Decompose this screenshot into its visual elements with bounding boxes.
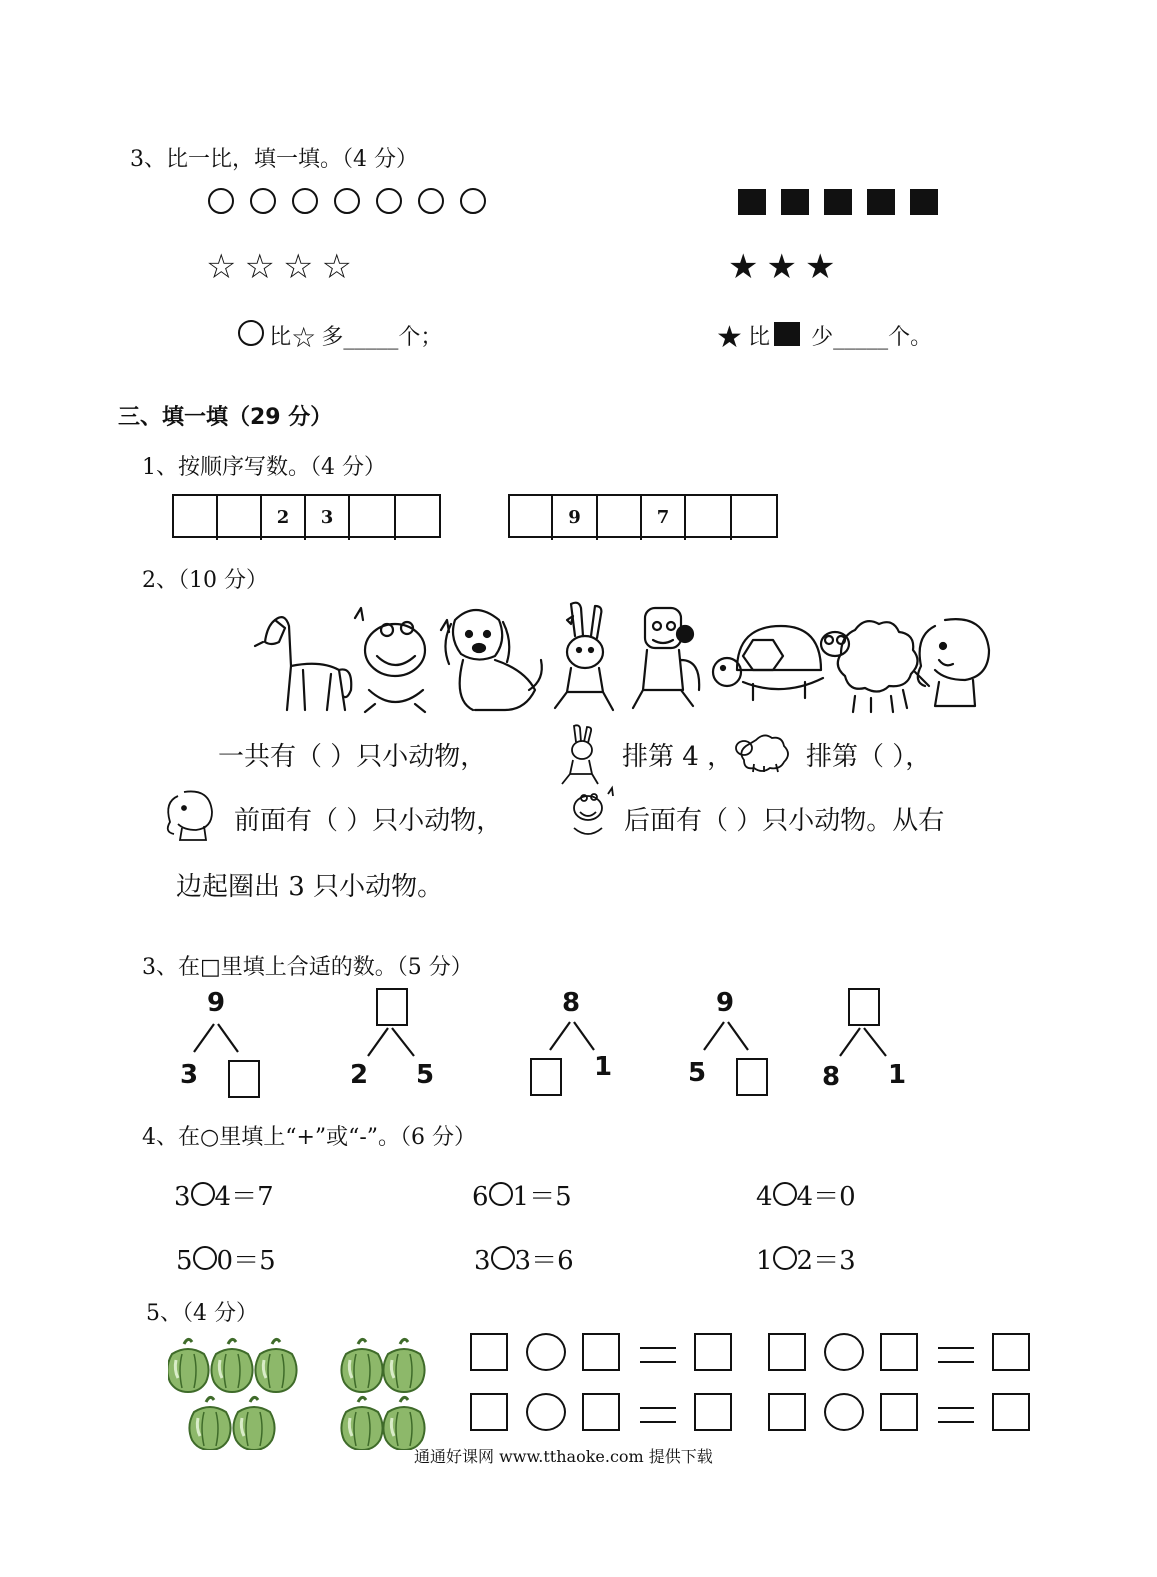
sequence-cell[interactable] [396, 496, 439, 540]
answer-box[interactable] [992, 1333, 1030, 1371]
eq-result: ＝5 [233, 1246, 276, 1276]
bond-left-number: 2 [350, 1060, 369, 1090]
eq-operand: 2 [796, 1246, 814, 1276]
eq-operand: 3 [174, 1182, 191, 1212]
pepper-icon [383, 1339, 424, 1392]
q3-compare-title: 3、比一比，填一填。（4 分） [130, 147, 418, 172]
black-star-row [728, 247, 844, 287]
eq-result: ＝6 [531, 1246, 574, 1276]
eq-result: ＝5 [529, 1182, 572, 1212]
white-circle-row [208, 188, 486, 218]
eq-operand: 4 [796, 1182, 814, 1212]
answer-box[interactable] [582, 1333, 620, 1371]
horse-icon [255, 617, 351, 710]
black-star-icon: ★ [766, 247, 805, 287]
black-square-icon [910, 189, 938, 215]
eq-operand: 3 [474, 1246, 491, 1276]
answer-box[interactable] [992, 1393, 1030, 1431]
black-square-icon [867, 189, 895, 215]
pepper-groups [168, 1332, 432, 1450]
white-star-icon: ☆ [291, 321, 317, 354]
sheep-icon [821, 621, 918, 712]
compare-right-answer: 少_____个。 [811, 325, 933, 350]
answer-box[interactable] [768, 1393, 806, 1431]
eq-operand: 3 [514, 1246, 532, 1276]
q2-line3: 边起圈出 3 只小动物。 [176, 872, 444, 902]
pepper-icon [189, 1397, 230, 1450]
black-square-icon [781, 189, 809, 215]
pepper-icon [255, 1339, 296, 1392]
operator-circle[interactable] [191, 1182, 215, 1206]
eq-result: ＝3 [813, 1246, 856, 1276]
monkey-icon [633, 608, 699, 708]
bond-answer-box[interactable] [530, 1058, 562, 1096]
operator-circle[interactable] [824, 1333, 864, 1371]
pepper-icon [168, 1339, 209, 1392]
black-star-icon: ★ [716, 320, 743, 355]
answer-box[interactable] [470, 1333, 508, 1371]
answer-box[interactable] [880, 1333, 918, 1371]
answer-box[interactable] [694, 1333, 732, 1371]
white-star-icon: ☆ [206, 247, 245, 287]
bond-left-number: 5 [688, 1058, 707, 1088]
equation-4 [176, 1240, 276, 1277]
sequence-cell[interactable] [350, 496, 396, 540]
black-square-icon [774, 322, 800, 346]
elephant-icon [915, 619, 989, 706]
white-circle-icon [250, 188, 276, 214]
q2-line1-b: 排第 4 ， [622, 742, 734, 772]
answer-box[interactable] [880, 1393, 918, 1431]
equation-3 [756, 1176, 856, 1213]
equals-sign [938, 1347, 974, 1349]
section3-heading: 三、填一填（29 分） [118, 405, 333, 430]
sequence-cell: 2 [262, 496, 306, 540]
eq-operand: 4 [756, 1182, 773, 1212]
pepper-icon [341, 1339, 382, 1392]
q2-line1-c: 排第（ ）， [806, 742, 932, 772]
white-star-icon: ☆ [244, 247, 283, 287]
q5-title: 5、（4 分） [146, 1301, 258, 1326]
operator-circle[interactable] [491, 1246, 515, 1270]
operator-circle[interactable] [824, 1393, 864, 1431]
pepper-icon [233, 1397, 274, 1450]
compare-right-line [716, 320, 932, 353]
answer-box[interactable] [582, 1393, 620, 1431]
frog-icon [564, 782, 622, 840]
eq-result: ＝7 [231, 1182, 274, 1212]
sequence-cell[interactable] [598, 496, 642, 540]
dog-icon [445, 610, 541, 710]
white-circle-icon [460, 188, 486, 214]
black-square-icon [738, 189, 766, 215]
bond-right-number: 1 [888, 1060, 907, 1090]
bond-answer-box[interactable] [848, 988, 880, 1026]
white-star-row [206, 247, 360, 287]
turtle-icon [713, 626, 823, 700]
q1-title: 1、按顺序写数。（4 分） [142, 455, 386, 480]
operator-circle[interactable] [526, 1333, 566, 1371]
sequence-cell[interactable] [732, 496, 776, 540]
sequence-cell[interactable] [218, 496, 262, 540]
footer-text: 通通好课网 www.tthaoke.com 提供下载 [414, 1447, 713, 1466]
answer-box[interactable] [768, 1333, 806, 1371]
equals-sign [640, 1421, 676, 1423]
compare-left-bi: 比 [269, 325, 292, 350]
operator-circle[interactable] [489, 1182, 513, 1206]
sequence-cell: 9 [553, 496, 598, 540]
black-square-icon [824, 189, 852, 215]
q2-line1-a: 一共有（ ）只小动物， [218, 742, 487, 772]
equals-sign [640, 1347, 676, 1349]
rabbit-icon [555, 603, 613, 710]
pepper-icon [341, 1397, 382, 1450]
answer-box[interactable] [470, 1393, 508, 1431]
white-circle-icon [292, 188, 318, 214]
white-circle-icon [238, 320, 264, 346]
bond-left-number: 8 [822, 1062, 841, 1092]
pepper-icon [211, 1339, 252, 1392]
eq-operand: 0 [216, 1246, 234, 1276]
bond-top-number: 9 [207, 988, 226, 1018]
eq-operand: 1 [756, 1246, 773, 1276]
answer-box[interactable] [694, 1393, 732, 1431]
compare-left-line [238, 320, 442, 352]
white-circle-icon [376, 188, 402, 214]
equation-1 [174, 1176, 274, 1213]
frog-icon [355, 608, 449, 712]
equation-6 [756, 1240, 856, 1277]
operator-circle[interactable] [193, 1246, 217, 1270]
q2-title: 2、（10 分） [142, 568, 268, 593]
bond-left-number: 3 [180, 1060, 199, 1090]
animal-lineup [245, 600, 995, 720]
elephant-icon [160, 786, 222, 842]
bond-top-number: 9 [716, 988, 735, 1018]
sheep-icon [732, 730, 790, 774]
bond-answer-box[interactable] [736, 1058, 768, 1096]
eq-operand: 1 [512, 1182, 530, 1212]
sequence-cell: 3 [306, 496, 350, 540]
white-circle-icon [208, 188, 234, 214]
white-star-icon: ☆ [321, 247, 360, 287]
eq-operand: 6 [472, 1182, 489, 1212]
bond-answer-box[interactable] [228, 1060, 260, 1098]
q2-line2-a: 前面有（ ）只小动物， [234, 806, 503, 836]
operator-circle[interactable] [773, 1182, 797, 1206]
operator-circle[interactable] [773, 1246, 797, 1270]
equals-sign [640, 1407, 676, 1409]
q2-line2-b: 后面有（ ）只小动物。从右 [624, 806, 945, 836]
bond-right-number: 5 [416, 1060, 435, 1090]
bond-right-number: 1 [594, 1052, 613, 1082]
white-circle-icon [418, 188, 444, 214]
operator-circle[interactable] [526, 1393, 566, 1431]
pepper-group-1 [168, 1339, 297, 1450]
equals-sign [938, 1407, 974, 1409]
white-star-icon: ☆ [282, 247, 322, 287]
q4-title: 4、在○里填上“+”或“-”。（6 分） [142, 1125, 477, 1150]
compare-right-bi: 比 [748, 325, 771, 350]
sequence-row-right [508, 494, 778, 538]
sequence-cell[interactable] [174, 496, 218, 540]
equation-5 [474, 1240, 574, 1277]
pepper-group-2 [341, 1339, 424, 1450]
equals-sign [938, 1421, 974, 1423]
bond-top-number: 8 [562, 988, 581, 1018]
sequence-cell: 7 [642, 496, 686, 540]
q3-title: 3、在□里填上合适的数。（5 分） [142, 955, 473, 980]
black-star-icon: ★ [728, 247, 767, 287]
sequence-row-left [172, 494, 441, 538]
eq-operand: 4 [214, 1182, 232, 1212]
eq-operand: 5 [176, 1246, 193, 1276]
equals-sign [640, 1361, 676, 1363]
rabbit-icon [558, 722, 606, 786]
sequence-cell[interactable] [510, 496, 553, 540]
sequence-cell[interactable] [686, 496, 732, 540]
white-circle-icon [334, 188, 360, 214]
equation-2 [472, 1176, 572, 1213]
pepper-icon [383, 1397, 424, 1450]
bond-answer-box[interactable] [376, 988, 408, 1026]
eq-result: ＝0 [813, 1182, 856, 1212]
black-square-row [738, 189, 938, 219]
equals-sign [938, 1361, 974, 1363]
black-star-icon: ★ [804, 247, 844, 287]
compare-left-answer: 多_____个； [321, 325, 443, 350]
